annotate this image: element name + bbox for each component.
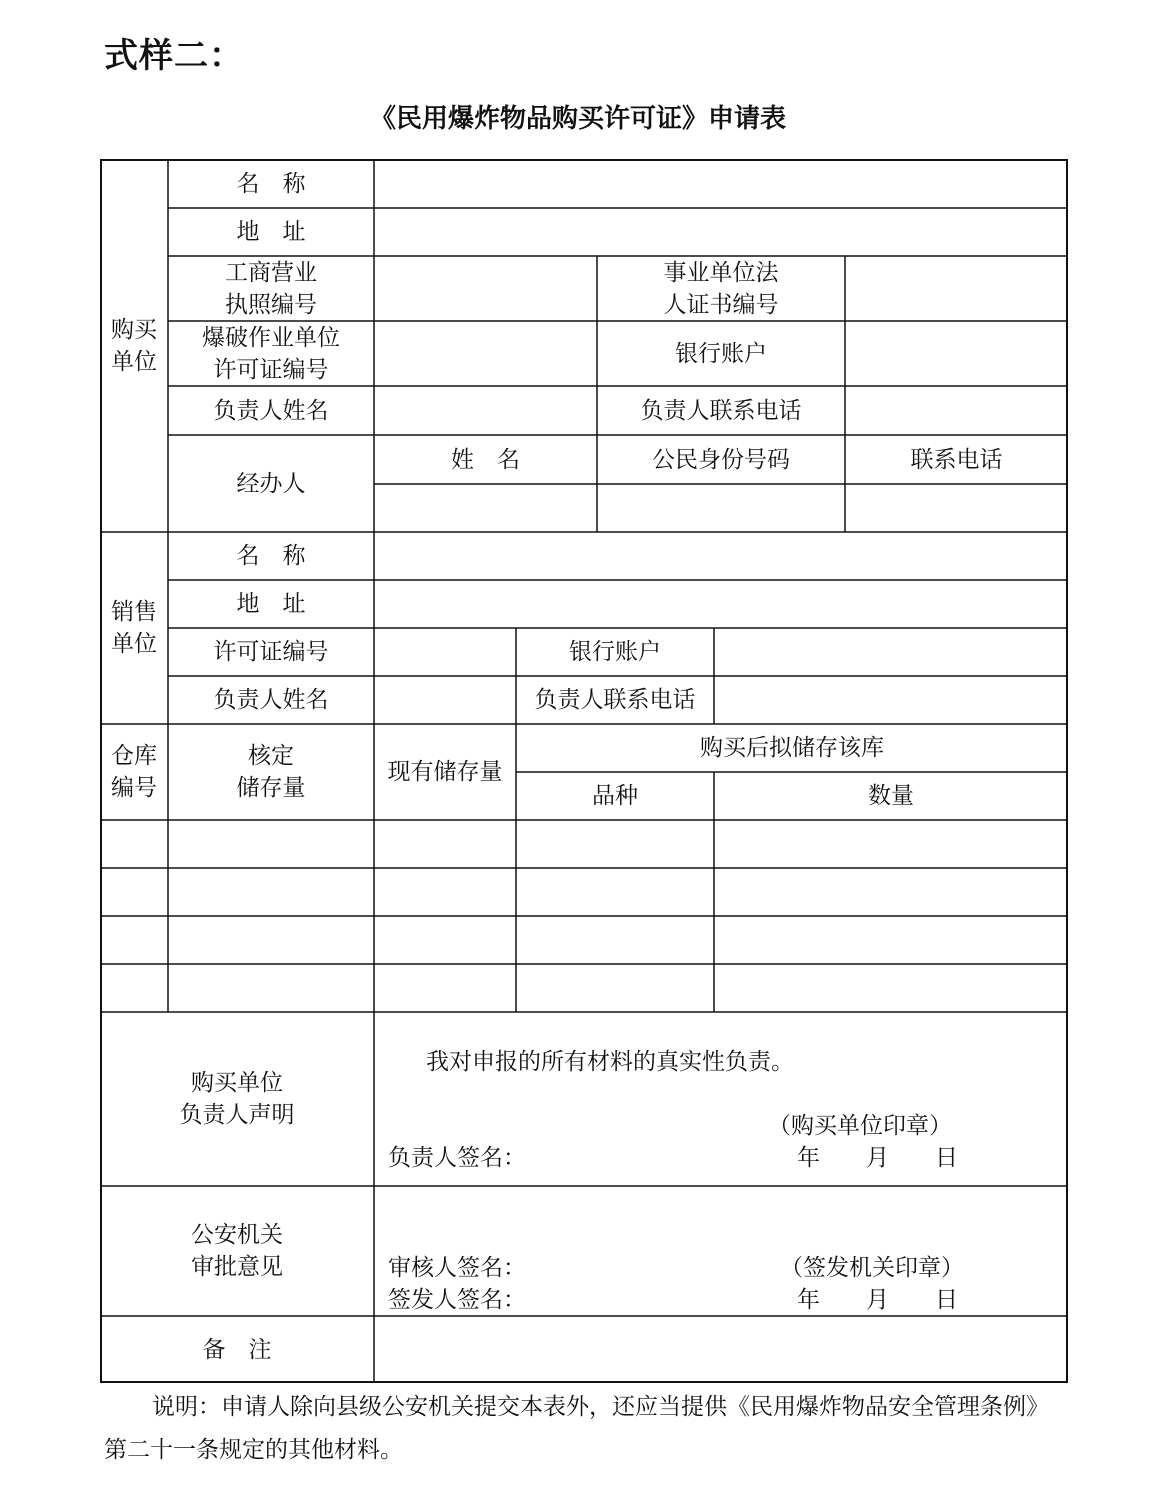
warehouse-row[interactable] — [100, 916, 1068, 964]
warehouse-number-header: 仓库 编号 — [111, 743, 157, 801]
remarks-label: 备 注 — [202, 1336, 272, 1363]
warehouse-row[interactable] — [100, 868, 1068, 916]
declaration-label: 购买单位 负责人声明 — [179, 1070, 295, 1128]
agent-name-header: 姓 名 — [451, 446, 520, 473]
buyer-seal-text: （购买单位印章） — [768, 1113, 952, 1139]
warehouse-row[interactable] — [100, 820, 1068, 868]
seller-permit-label: 许可证编号 — [213, 639, 329, 665]
approval-label: 公安机关 审批意见 — [191, 1222, 283, 1280]
agent-phone-field[interactable] — [845, 484, 1068, 532]
agent-name-field[interactable] — [374, 484, 597, 532]
blasting-permit-label: 爆破作业单位 许可证编号 — [202, 324, 340, 383]
seller-section-label: 销售 单位 — [111, 599, 157, 657]
seller-permit-field[interactable] — [374, 628, 516, 676]
rated-capacity-header: 核定 储存量 — [236, 743, 306, 801]
remarks-field[interactable] — [374, 1316, 1068, 1383]
blasting-permit-field[interactable] — [374, 321, 597, 386]
buyer-address-field[interactable] — [374, 208, 1068, 256]
buyer-head-phone-label: 负责人联系电话 — [640, 397, 802, 424]
seller-name-field[interactable] — [374, 532, 1068, 580]
buyer-head-name-field[interactable] — [374, 386, 597, 435]
seller-address-field[interactable] — [374, 580, 1068, 628]
seller-head-phone-field[interactable] — [714, 676, 1068, 724]
seller-name-label: 名 称 — [236, 543, 306, 569]
warehouse-row[interactable] — [100, 964, 1068, 1012]
buyer-bank-account-field[interactable] — [845, 321, 1068, 386]
head-signature-label: 负责人签名： — [388, 1145, 526, 1171]
business-license-label: 工商营业 执照编号 — [225, 259, 317, 318]
seller-bank-account-field[interactable] — [714, 628, 1068, 676]
application-table — [100, 159, 1068, 1383]
seller-head-name-label: 负责人姓名 — [213, 687, 329, 713]
variety-header: 品种 — [592, 783, 638, 809]
issuer-signature-label: 签发人签名： — [388, 1287, 526, 1313]
buyer-bank-account-label: 银行账户 — [675, 340, 767, 367]
form-title: 《民用爆炸物品购买许可证》申请表 — [369, 104, 786, 134]
issuer-seal-text: （签发机关印章） — [780, 1255, 964, 1281]
reviewer-signature-label: 审核人签名： — [388, 1255, 526, 1281]
buyer-section-label: 购买 单位 — [111, 316, 157, 375]
declaration-date: 年 月 日 — [797, 1145, 958, 1171]
quantity-header: 数量 — [868, 783, 914, 809]
agent-label: 经办人 — [236, 470, 306, 497]
planned-storage-header: 购买后拟储存该库 — [700, 735, 884, 761]
approval-date: 年 月 日 — [797, 1287, 958, 1313]
agent-id-header: 公民身份号码 — [652, 446, 790, 473]
institution-cert-field[interactable] — [845, 256, 1068, 321]
agent-id-field[interactable] — [597, 484, 845, 532]
seller-address-label: 地 址 — [236, 591, 306, 617]
seller-head-phone-label: 负责人联系电话 — [534, 687, 696, 713]
buyer-name-field[interactable] — [374, 159, 1068, 208]
form-label: 式样二： — [104, 36, 244, 76]
footnote: 说明：申请人除向县级公安机关提交本表外，还应当提供《民用爆炸物品安全管理条例》第二十一条规定的其他材料。 — [104, 1394, 1049, 1463]
declaration-statement: 我对申报的所有材料的真实性负责。 — [426, 1049, 794, 1075]
seller-head-name-field[interactable] — [374, 676, 516, 724]
buyer-name-label: 名 称 — [236, 170, 306, 197]
agent-phone-header: 联系电话 — [910, 446, 1003, 473]
seller-bank-account-label: 银行账户 — [569, 639, 661, 665]
institution-cert-label: 事业单位法 人证书编号 — [663, 259, 779, 318]
buyer-address-label: 地 址 — [236, 219, 306, 245]
buyer-head-phone-field[interactable] — [845, 386, 1068, 435]
buyer-head-name-label: 负责人姓名 — [213, 397, 329, 424]
business-license-field[interactable] — [374, 256, 597, 321]
current-stock-header: 现有储存量 — [387, 759, 503, 785]
